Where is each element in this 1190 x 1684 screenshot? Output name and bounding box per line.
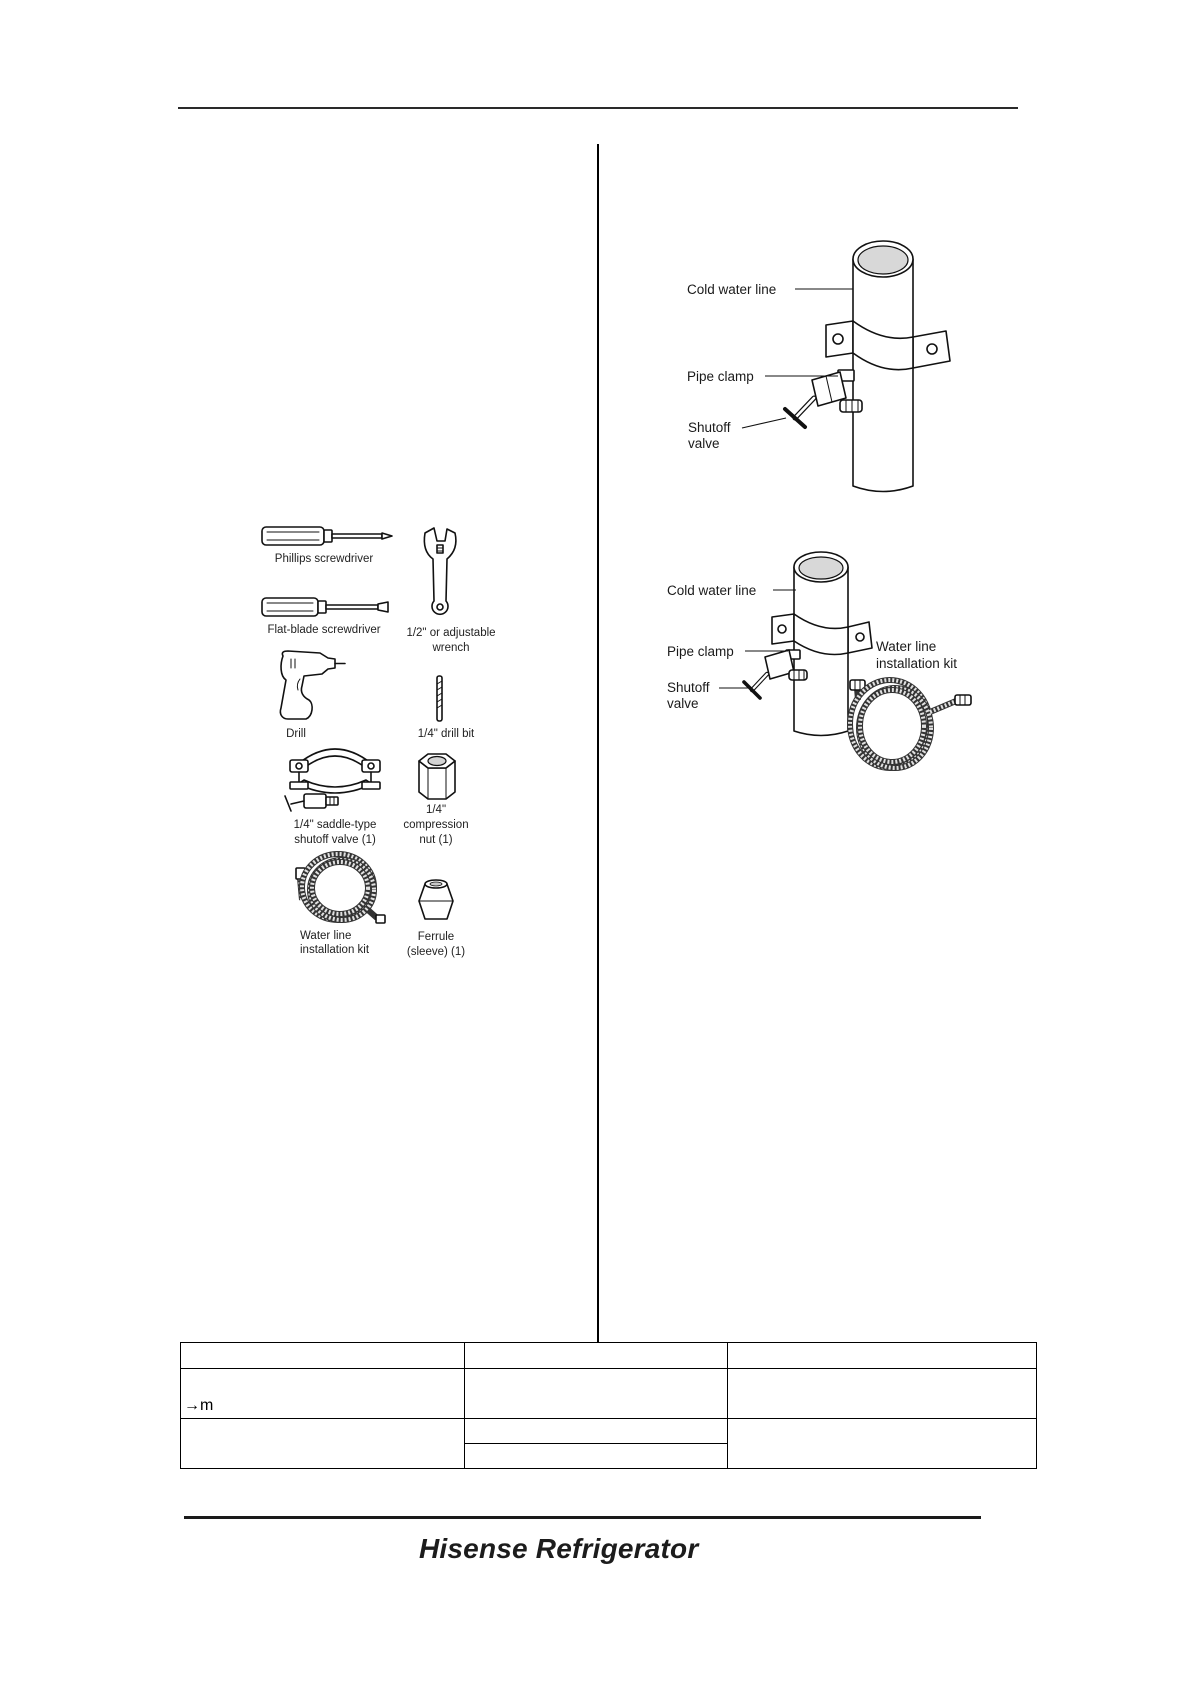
- shutoff-valve-leader: [742, 418, 786, 428]
- water-line-kit-label-line-2: installation kit: [876, 656, 958, 671]
- flat-blade-screwdriver-illustration: [262, 598, 388, 616]
- required-tools-figure: [240, 515, 530, 965]
- shutoff-valve-label-line-1: Shutoff: [667, 680, 710, 695]
- cold-water-line-label: Cold water line: [687, 282, 777, 297]
- pipe-clamp-label: Pipe clamp: [687, 369, 754, 384]
- compression-nut-label-line-3: nut (1): [419, 834, 453, 846]
- table-row-divider: [464, 1443, 727, 1444]
- table-row-divider: [181, 1368, 1036, 1369]
- wrench-label-line-1: 1/2" or adjustable: [406, 627, 496, 639]
- ferrule-illustration: [419, 880, 453, 919]
- water-line-kit-label-line-1: Water line: [300, 930, 352, 942]
- saddle-valve-label-line-1: 1/4" saddle-type: [293, 819, 377, 831]
- ferrule-label-line-2: (sleeve) (1): [406, 946, 466, 958]
- water-line-kit-label-line-2: installation kit: [300, 944, 370, 956]
- water-line-kit-coil-illustration: [850, 680, 971, 768]
- drill-label: Drill: [286, 728, 306, 740]
- ferrule-label-line-1: Ferrule: [417, 931, 455, 943]
- footer-rule: [184, 1516, 981, 1519]
- cold-water-line-label: Cold water line: [667, 583, 757, 598]
- flat-blade-screwdriver-label: Flat-blade screwdriver: [267, 624, 381, 636]
- water-line-kit-label-line-1: Water line: [876, 639, 937, 654]
- shutoff-valve-label-line-1: Shutoff: [688, 420, 731, 435]
- phillips-screwdriver-illustration: [262, 527, 392, 545]
- shutoff-valve-illustration: [785, 370, 862, 427]
- spec-table: [180, 1342, 1037, 1469]
- drill-bit-illustration: [437, 676, 442, 721]
- brand-logo: Hisense Refrigerator: [419, 1533, 699, 1564]
- phillips-screwdriver-label: Phillips screwdriver: [274, 553, 374, 565]
- compression-nut-label-line-1: 1/4": [425, 804, 447, 816]
- water-line-kit-illustration: [296, 854, 385, 923]
- saddle-valve-label-line-2: shutoff valve (1): [294, 834, 376, 846]
- drill-illustration: [280, 651, 345, 719]
- wrench-label-line-2: wrench: [432, 642, 470, 654]
- table-cell-text: →m: [184, 1397, 214, 1414]
- pipe-clamp-label: Pipe clamp: [667, 644, 734, 659]
- shutoff-valve-label-line-2: valve: [667, 696, 699, 711]
- compression-nut-label-line-2: compression: [403, 819, 469, 831]
- table-column-divider: [464, 1343, 465, 1468]
- pipe-clamp-figure: [670, 230, 980, 500]
- table-column-divider: [727, 1343, 728, 1468]
- compression-nut-illustration: [419, 754, 455, 799]
- drill-bit-label: 1/4" drill bit: [417, 728, 475, 740]
- saddle-valve-illustration: [285, 749, 380, 811]
- table-row-divider: [181, 1418, 1036, 1419]
- shutoff-valve-label-line-2: valve: [688, 436, 720, 451]
- column-divider: [597, 144, 599, 1342]
- wrench-illustration: [424, 528, 456, 614]
- header-rule: [178, 107, 1018, 109]
- installation-kit-figure: [650, 545, 990, 780]
